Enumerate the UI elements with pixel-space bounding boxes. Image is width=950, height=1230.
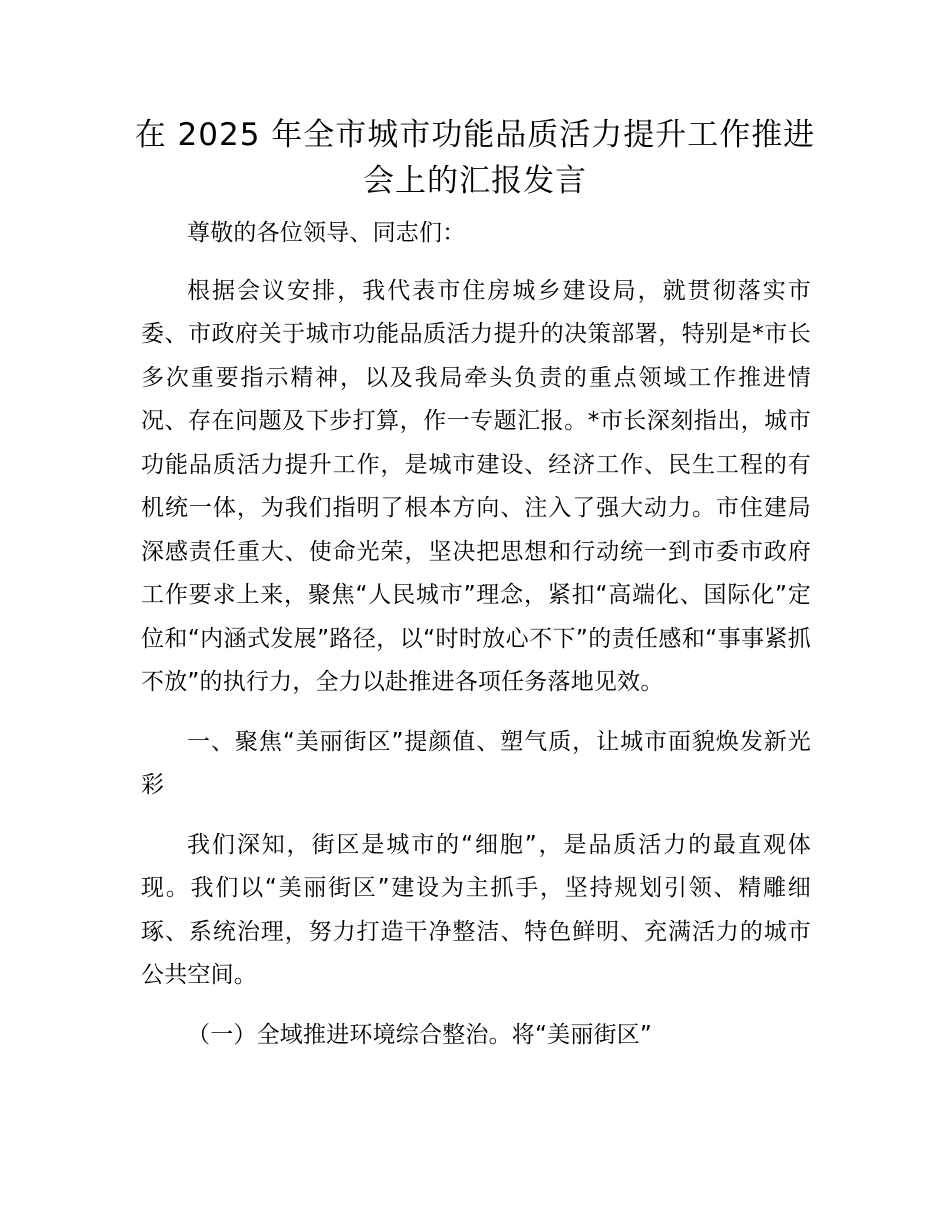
document-title: 在 2025 年全市城市功能品质活力提升工作推进会上的汇报发言 (134, 117, 816, 199)
section-heading-1: 一、聚焦“美丽街区”提颜值、塑气质，让城市面貌焕发新光彩 (141, 728, 811, 798)
paragraph-intro: 根据会议安排，我代表市住房城乡建设局，就贯彻落实市委、市政府关于城市功能品质活力提升的决策部署，特别是*市长多次重要指示精神，以及我局牵头负责的重点领域工作推进情况、存在问题及下步打算，作一专题汇报。*市长深刻指出，城市功能品质活力提升工作，是城市建设、经济工作、民生工程的有机统一体，为我们指明了根本方向、注入了强大动力。市住建局深感责任重大、使命光荣，坚决把思想和行动统一到市委市政府工作要求上来，聚焦“人民城市”理念，紧扣“高端化、国际化”定位和“内涵式发展”路径，以“时时放心不下”的责任感和“事事紧抓不放”的执行力，全力以赴推进各项任务落地见效。 (141, 277, 811, 695)
subsection-heading-1: （一）全域推进环境综合整治。将“美丽街区” (187, 1021, 653, 1048)
document-body (141, 212, 811, 1073)
paragraph-section-1: 我们深知，街区是城市的“细胞”，是品质活力的最直观体现。我们以“美丽街区”建设为主抓手，坚持规划引领、精雕细琢、系统治理，努力打造干净整洁、特色鲜明、充满活力的城市公共空间。 (141, 831, 811, 988)
salutation: 尊敬的各位领导、同志们： (187, 220, 466, 246)
